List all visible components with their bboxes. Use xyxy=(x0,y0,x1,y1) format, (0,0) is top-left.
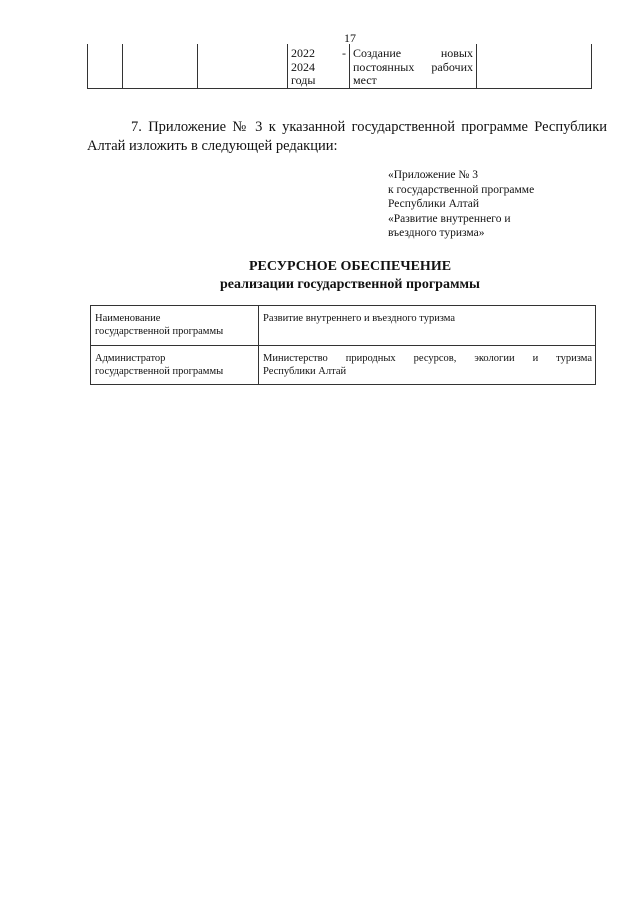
table-cell-empty xyxy=(477,44,592,88)
section-title: РЕСУРСНОЕ ОБЕСПЕЧЕНИЕ xyxy=(248,259,452,274)
label-line: Наименование xyxy=(95,313,161,324)
result-word: постоянных xyxy=(353,59,415,74)
row-label xyxy=(91,346,259,385)
period-year-start: 2022 xyxy=(291,46,315,60)
page-number: 17 xyxy=(344,31,356,45)
table-row xyxy=(91,346,596,385)
table-row xyxy=(91,306,596,346)
period-cell xyxy=(288,44,350,88)
section-subtitle: реализации государственной программы xyxy=(220,277,480,292)
appendix-line: «Развитие внутреннего и xyxy=(388,212,511,225)
paragraph-line: Алтай изложить в следующей редакции: xyxy=(87,138,338,154)
label-line: государственной программы xyxy=(95,326,224,337)
table-row xyxy=(88,44,592,88)
appendix-line: к государственной программе xyxy=(388,183,535,196)
appendix-line: «Приложение № 3 xyxy=(388,169,478,181)
label-line: Администратор xyxy=(95,353,166,364)
value-word: туризма xyxy=(556,353,592,364)
appendix-header xyxy=(388,168,534,241)
period-unit: годы xyxy=(291,73,316,87)
result-word: мест xyxy=(353,73,377,87)
appendix-line: Республики Алтай xyxy=(388,198,480,210)
result-word: рабочих xyxy=(431,59,473,74)
value-word: и xyxy=(532,353,539,364)
table-cell-empty xyxy=(123,44,198,88)
value-line: Республики Алтай xyxy=(263,366,347,377)
row-value xyxy=(259,346,596,385)
table-cell-empty xyxy=(198,44,288,88)
result-word: Создание xyxy=(353,46,402,60)
paragraph-line: 7. Приложение № 3 к указанной государственной программе Республики xyxy=(131,119,607,135)
resource-table xyxy=(90,305,596,385)
row-value: Развитие внутреннего и въездного туризма xyxy=(259,306,596,346)
value-word: экологии xyxy=(474,353,515,364)
table-cell-empty xyxy=(88,44,123,88)
result-cell xyxy=(350,44,477,88)
continued-table-fragment xyxy=(87,44,592,89)
row-label xyxy=(91,306,259,346)
value-word: ресурсов, xyxy=(413,353,457,364)
value-word: природных xyxy=(345,353,396,364)
period-year-end: 2024 xyxy=(291,59,315,74)
value-word: Министерство xyxy=(263,353,328,364)
amendment-paragraph xyxy=(87,118,607,156)
appendix-line: въездного туризма» xyxy=(388,227,485,239)
label-line: государственной программы xyxy=(95,366,224,377)
result-word: новых xyxy=(440,46,473,60)
period-dash: - xyxy=(342,46,346,60)
